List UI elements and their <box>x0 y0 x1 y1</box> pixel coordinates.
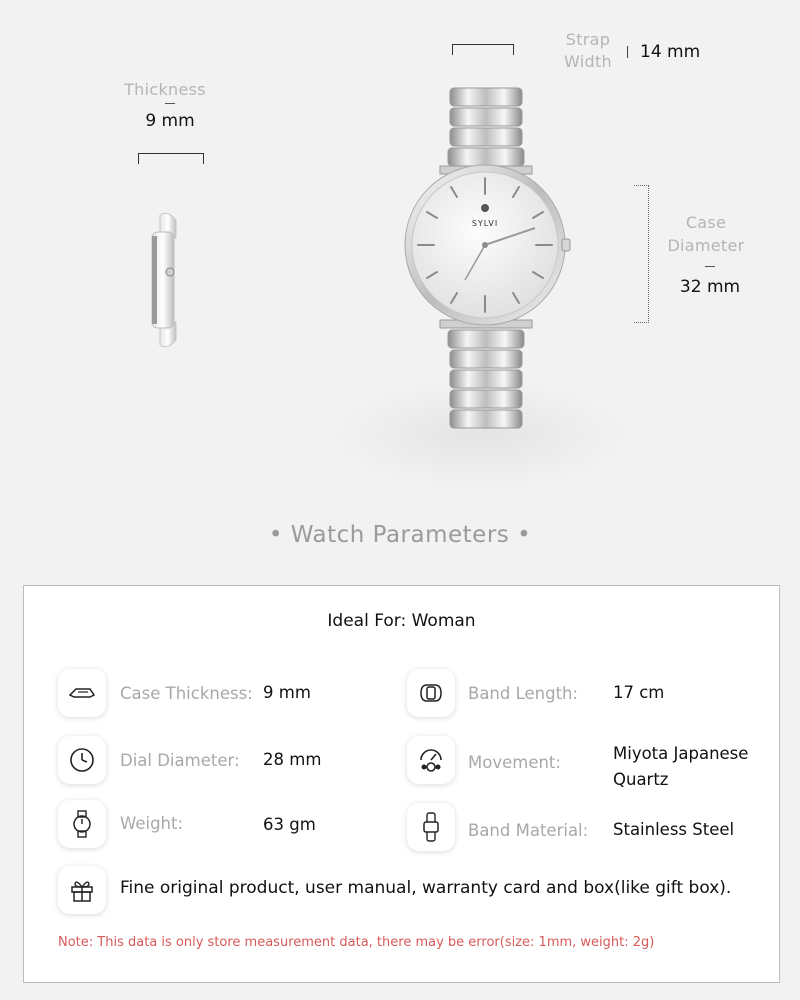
case-thickness-icon-box <box>58 669 106 717</box>
band-length-value: 17 cm <box>613 683 665 702</box>
brand-logo: SYLVI <box>471 219 499 228</box>
case-diameter-label-line2: Diameter <box>667 236 745 255</box>
thickness-dash <box>165 103 175 104</box>
thickness-value: 9 mm <box>145 111 195 131</box>
band-material-icon <box>422 812 440 842</box>
case-diameter-value: 32 mm <box>679 277 741 297</box>
movement-icon-box <box>407 736 455 784</box>
case-thickness-icon <box>68 685 96 701</box>
weight-label: Weight: <box>120 814 184 833</box>
lower-band <box>440 320 532 428</box>
strap-width-divider <box>627 46 628 58</box>
band-material-value: Stainless Steel <box>613 820 735 839</box>
measurement-note: Note: This data is only store measurement data, there may be error(size: 1mm, weight: 2g) <box>58 935 655 950</box>
strap-width-bracket <box>452 44 514 55</box>
watch-side-view <box>140 210 190 350</box>
thickness-bracket <box>138 153 204 164</box>
strap-width-label-line2: Width <box>564 52 612 71</box>
band-length-icon <box>417 682 445 704</box>
ideal-for: Ideal For: Woman <box>327 611 476 631</box>
thickness-label: Thickness <box>124 80 206 99</box>
weight-value: 63 gm <box>263 815 316 834</box>
movement-value-line1: Miyota Japanese <box>613 744 749 763</box>
case-diameter-bracket <box>634 185 649 323</box>
movement-label: Movement: <box>468 753 561 772</box>
upper-band <box>440 88 532 174</box>
band-length-label: Band Length: <box>468 684 579 703</box>
movement-value-line2: Quartz <box>613 770 669 789</box>
parameters-card <box>23 585 780 983</box>
band-material-icon-box <box>407 803 455 851</box>
weight-icon <box>70 809 94 839</box>
case-diameter-label-line1: Case <box>685 213 727 232</box>
dial-diameter-label: Dial Diameter: <box>120 751 240 770</box>
dial-diameter-value: 28 mm <box>263 750 322 769</box>
strap-width-label-line1: Strap <box>565 30 611 49</box>
package-contents: Fine original product, user manual, warranty card and box(like gift box). <box>120 878 732 898</box>
band-material-label: Band Material: <box>468 821 589 840</box>
gift-icon <box>69 877 95 903</box>
band-length-icon-box <box>407 669 455 717</box>
watch-front-view <box>395 80 585 460</box>
section-title: • Watch Parameters • <box>268 522 532 548</box>
strap-width-value: 14 mm <box>640 42 701 62</box>
dial-icon-box <box>58 736 106 784</box>
gift-icon-box <box>58 866 106 914</box>
weight-icon-box <box>58 800 106 848</box>
case-thickness-label: Case Thickness: <box>120 684 253 703</box>
case-diameter-dash <box>705 266 715 267</box>
case-thickness-value: 9 mm <box>263 683 311 702</box>
movement-icon <box>417 746 445 774</box>
dial-icon <box>69 747 95 773</box>
